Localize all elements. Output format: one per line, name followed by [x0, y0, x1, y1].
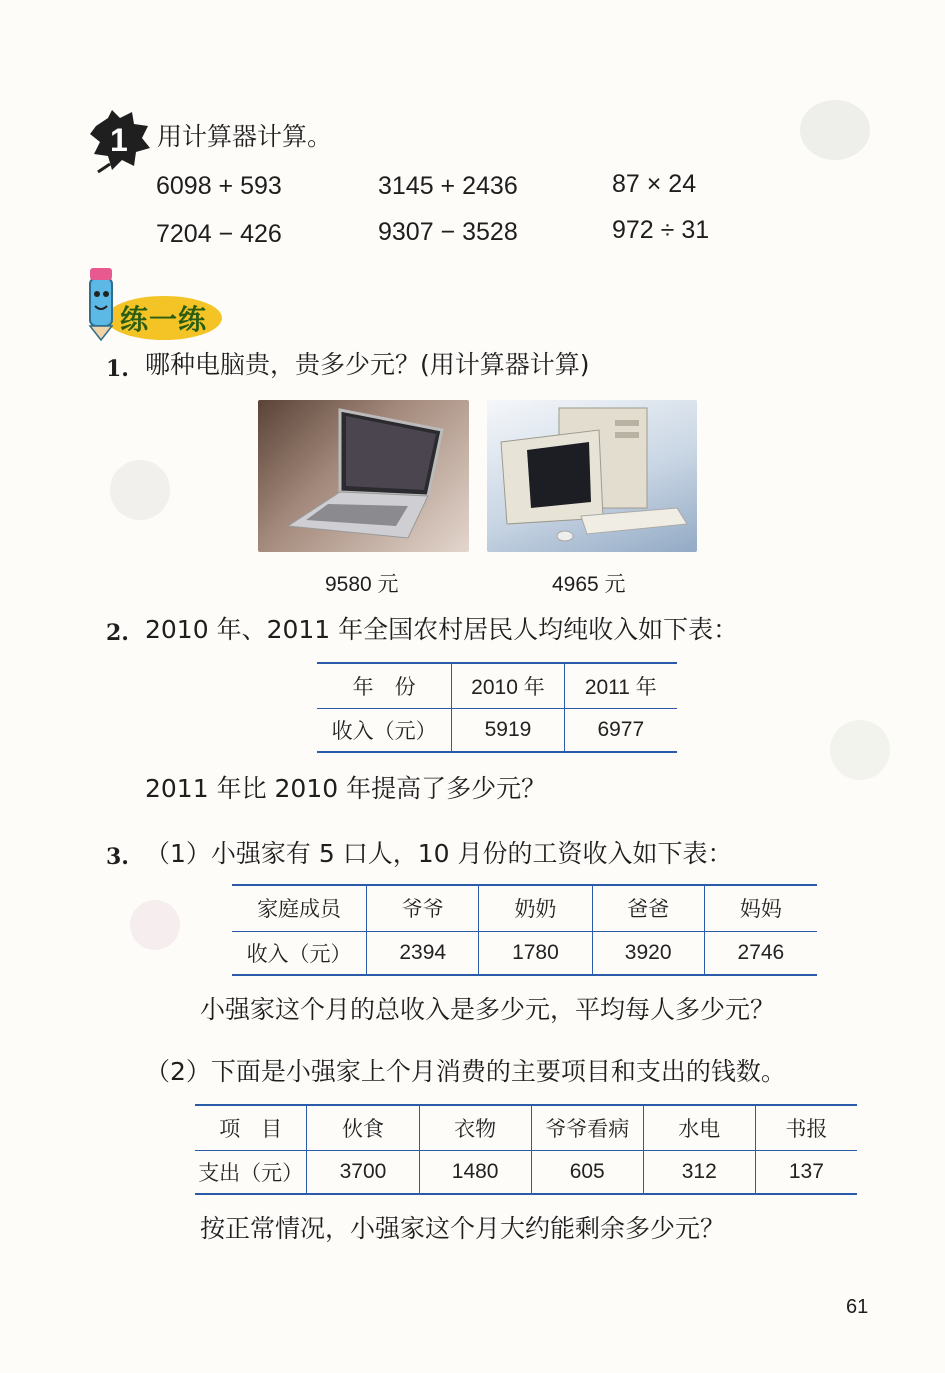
table-cell: 支出（元） — [198, 1160, 304, 1185]
practice-badge — [72, 258, 222, 342]
table-cell: 伙食 — [307, 1105, 419, 1150]
table-header-row — [232, 885, 817, 931]
table-cell: 137 — [755, 1150, 857, 1194]
table-cell: 1480 — [419, 1150, 531, 1194]
table-cell: 奶奶 — [479, 885, 592, 931]
desktop-computer-image — [487, 400, 697, 552]
table-cell: 2010 年 — [452, 663, 564, 708]
question-text: 2011 年比 2010 年提高了多少元？ — [145, 774, 547, 803]
table-cell: 年 份 — [317, 663, 452, 708]
expenses-table — [195, 1104, 857, 1195]
table-cell: 收入（元） — [246, 941, 352, 966]
laptop-image — [258, 400, 469, 552]
table-cell: 5919 — [452, 708, 564, 752]
calc-expression: 9307 − 3528 — [378, 218, 518, 246]
page-number: 61 — [846, 1296, 869, 1318]
table-cell: 家庭成员 — [232, 885, 367, 931]
question-text: 小强家这个月的总收入是多少元，平均每人多少元？ — [200, 995, 776, 1024]
table-cell: 312 — [643, 1150, 755, 1194]
calc-expression: 3145 + 2436 — [378, 172, 518, 200]
background-decoration — [830, 720, 890, 780]
table-cell: 爸爸 — [592, 885, 704, 931]
question-text: 哪种电脑贵，贵多少元？(用计算器计算) — [145, 350, 590, 379]
table-cell: 2011 年 — [564, 663, 677, 708]
background-decoration — [800, 100, 870, 160]
table-cell: 3920 — [592, 931, 704, 975]
desktop-price: 4965 元 — [552, 573, 626, 596]
table-cell: 衣物 — [419, 1105, 531, 1150]
task-title: 用计算器计算。 — [157, 122, 333, 151]
question-text: （2）下面是小强家上个月消费的主要项目和支出的钱数。 — [145, 1057, 786, 1086]
table-header-row — [317, 663, 677, 708]
table-row — [195, 1150, 857, 1194]
table-cell: 1780 — [479, 931, 592, 975]
practice-label: 练一练 — [120, 303, 208, 336]
table-cell: 书报 — [755, 1105, 857, 1150]
calc-expression: 972 ÷ 31 — [612, 216, 710, 244]
question-text: 2010 年、2011 年全国农村居民人均纯收入如下表： — [145, 615, 739, 644]
question-text: 按正常情况，小强家这个月大约能剩余多少元？ — [200, 1214, 726, 1243]
table-cell: 605 — [531, 1150, 643, 1194]
table-cell: 水电 — [643, 1105, 755, 1150]
income-table — [317, 662, 677, 753]
family-income-table — [232, 884, 817, 976]
laptop-price: 9580 元 — [325, 573, 399, 596]
question-number: 1. — [106, 356, 129, 382]
table-header-row — [195, 1105, 857, 1150]
table-cell: 爷爷看病 — [531, 1105, 643, 1150]
question-text: （1）小强家有 5 口人，10 月份的工资收入如下表： — [145, 839, 733, 868]
table-cell: 2746 — [704, 931, 817, 975]
table-cell: 6977 — [564, 708, 677, 752]
table-cell: 3700 — [307, 1150, 419, 1194]
background-decoration — [130, 900, 180, 950]
table-cell: 妈妈 — [704, 885, 817, 931]
task-number-badge — [88, 108, 152, 174]
question-number: 3. — [106, 844, 129, 870]
table-row — [317, 708, 677, 752]
table-row — [232, 931, 817, 975]
calc-expression: 87 × 24 — [612, 170, 697, 198]
table-cell: 收入（元） — [331, 718, 437, 743]
table-cell: 爷爷 — [367, 885, 479, 931]
background-decoration — [110, 460, 170, 520]
table-cell: 2394 — [367, 931, 479, 975]
calc-expression: 7204 − 426 — [156, 220, 282, 248]
table-cell: 项 目 — [195, 1105, 307, 1150]
question-number: 2. — [106, 620, 129, 646]
task-number: 1 — [110, 122, 128, 158]
calc-expression: 6098 + 593 — [156, 172, 282, 200]
